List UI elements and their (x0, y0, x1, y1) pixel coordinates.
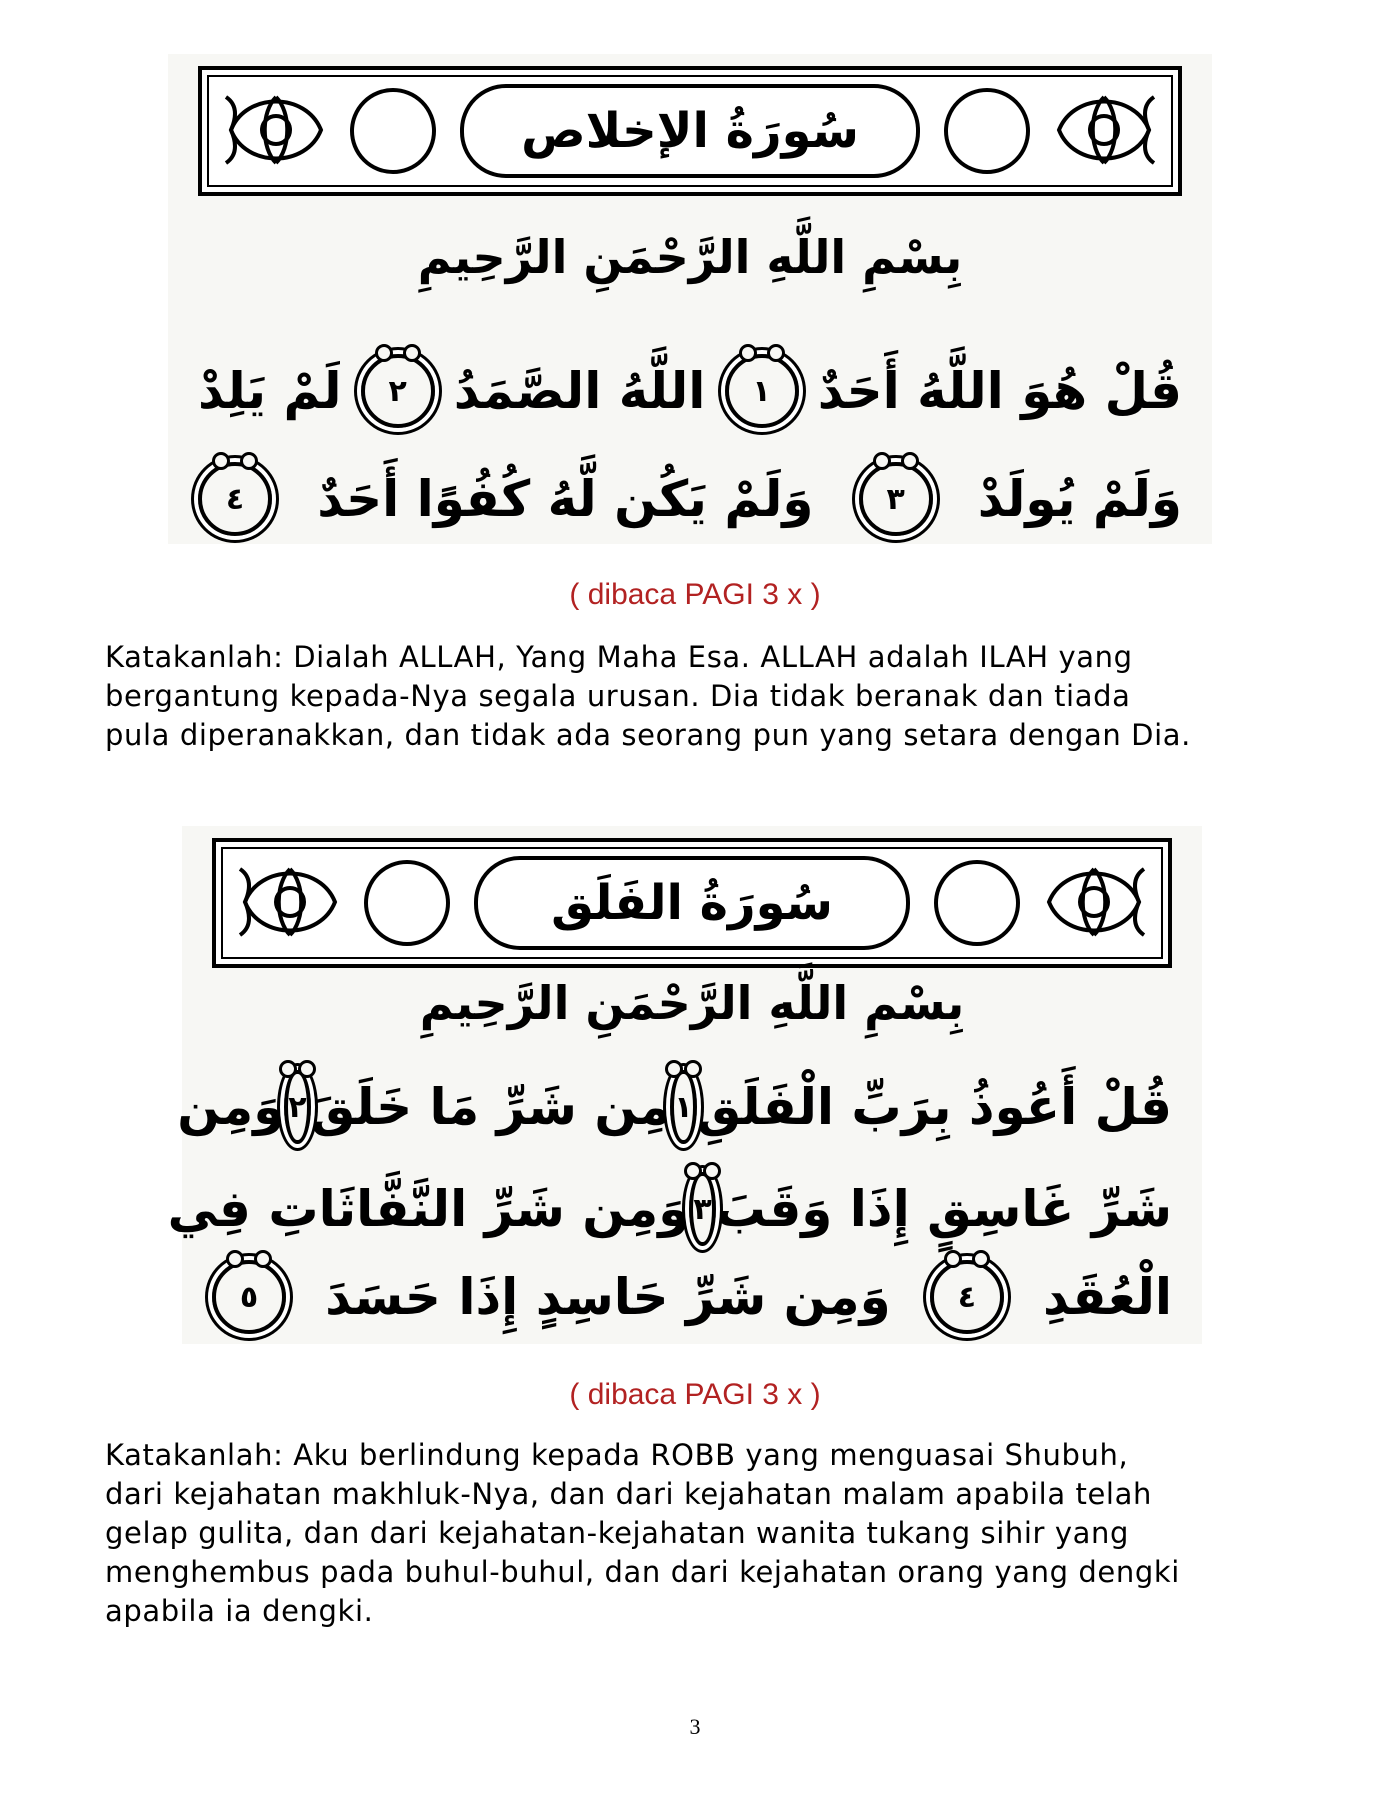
ayah-number-marker: ٤ (198, 462, 272, 536)
surah-al-ikhlas-image (168, 54, 1212, 544)
ayah-number-marker: ٣ (859, 462, 933, 536)
ayah-text: وَمِن (177, 1078, 285, 1136)
translation-paragraph (105, 638, 1315, 755)
ayah-text: وَمِن شَرِّ النَّفَّاثَاتِ فِي (167, 1180, 690, 1238)
surah-title-cartouche (474, 856, 910, 950)
surah-title-cartouche (460, 84, 920, 178)
ayah-line (198, 354, 1182, 428)
translation-line: gelap gulita, dan dari kejahatan-kejahatan wanita tukang sihir yang (105, 1516, 1129, 1550)
translation-line: Katakanlah: Aku berlindung kepada ROBB yang menguasai Shubuh, (105, 1438, 1129, 1472)
ayah-line (212, 1260, 1172, 1334)
basmala: بِسْمِ اللَّهِ الرَّحْمَنِ الرَّحِيمِ (417, 230, 963, 284)
ayah-number-marker: ٤ (930, 1260, 1004, 1334)
arabesque-ornament-icon (216, 84, 336, 176)
arabesque-ornament-icon (230, 856, 350, 948)
translation-line: dari kejahatan makhluk-Nya, dan dari kejahatan malam apabila telah (105, 1477, 1152, 1511)
basmala: بِسْمِ اللَّهِ الرَّحْمَنِ الرَّحِيمِ (419, 976, 965, 1030)
reading-instruction: ( dibaca PAGI 3 x ) (569, 578, 821, 611)
ayah-text: اللَّهُ الصَّمَدُ (453, 362, 706, 420)
ayah-text: وَمِن شَرِّ حَاسِدٍ إِذَا حَسَدَ (325, 1268, 891, 1326)
surah-al-falaq-image (167, 826, 1202, 1344)
surah-title: سُورَةُ الإخلاص (521, 103, 859, 159)
ayah-line (198, 462, 1182, 536)
ayah-text: وَلَمْ يُولَدْ (977, 470, 1182, 528)
ayah-number-marker: ٢ (284, 1070, 310, 1144)
ayah-number-marker: ٥ (212, 1260, 286, 1334)
header-circle-ornament (350, 88, 436, 174)
ayah-text: قُلْ أَعُوذُ بِرَبِّ الْفَلَقِ (696, 1078, 1172, 1136)
translation-line: pula diperanakkan, dan tidak ada seorang pun yang setara dengan Dia. (105, 718, 1191, 752)
translation-line: Katakanlah: Dialah ALLAH, Yang Maha Esa. ALLAH adalah ILAH yang (105, 640, 1133, 674)
header-circle-ornament (364, 860, 450, 946)
ayah-number-marker: ١ (725, 354, 799, 428)
ayah-number-marker: ٢ (361, 354, 435, 428)
ayah-text: قُلْ هُوَ اللَّهُ أَحَدٌ (817, 362, 1182, 420)
ayah-line (167, 1172, 1172, 1246)
reading-instruction: ( dibaca PAGI 3 x ) (569, 1378, 821, 1411)
ayah-number-marker: ٣ (689, 1172, 715, 1246)
surah-title: سُورَةُ الفَلَق (551, 875, 833, 931)
header-circle-ornament (944, 88, 1030, 174)
page-number: 3 (689, 1714, 701, 1739)
translation-paragraph (105, 1436, 1315, 1631)
translation-line: bergantung kepada-Nya segala urusan. Dia tidak beranak dan tiada (105, 679, 1131, 713)
arabesque-ornament-icon (1034, 856, 1154, 948)
ayah-number-marker: ١ (670, 1070, 696, 1144)
ayah-text: الْعُقَدِ (1042, 1268, 1172, 1326)
surah-header-frame (198, 66, 1182, 196)
arabesque-ornament-icon (1044, 84, 1164, 176)
ayah-text: شَرِّ غَاسِقٍ إِذَا وَقَبَ (715, 1180, 1172, 1238)
surah-header-frame (212, 838, 1172, 968)
ayah-text: مِن شَرِّ مَا خَلَقَ (310, 1078, 671, 1136)
translation-line: menghembus pada buhul-buhul, dan dari kejahatan orang yang dengki (105, 1555, 1180, 1589)
ayah-text: لَمْ يَلِدْ (198, 362, 342, 420)
translation-line: apabila ia dengki. (105, 1594, 374, 1628)
ayah-line (177, 1070, 1172, 1144)
ayah-text: وَلَمْ يَكُن لَّهُ كُفُوًا أَحَدٌ (317, 470, 814, 528)
header-circle-ornament (934, 860, 1020, 946)
